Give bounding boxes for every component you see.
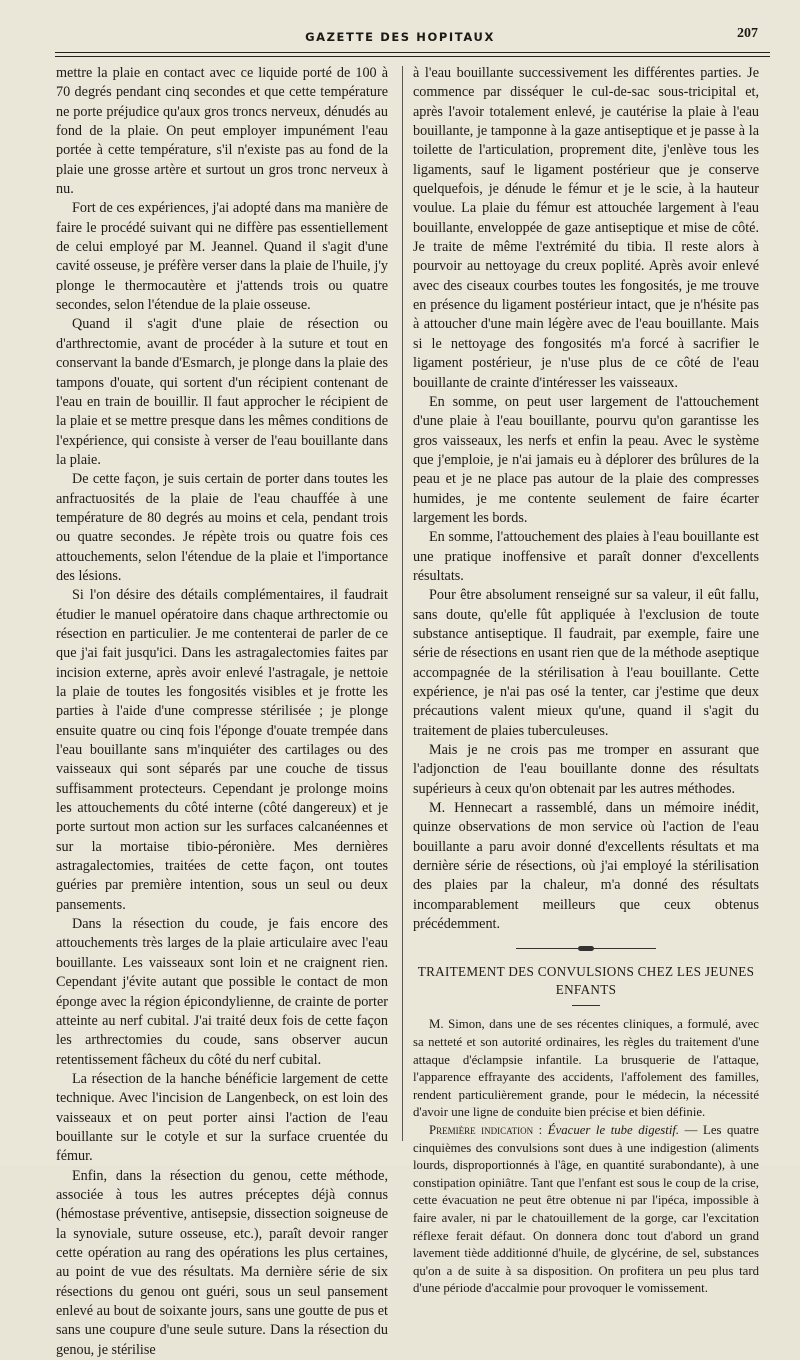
paragraph: Mais je ne crois pas me tromper en assurant que l'adjonction de l'eau bouillante donne des résultats supérieurs à ceux qu'on obtenait par les autres méthodes. xyxy=(413,742,759,797)
paragraph: Quand il s'agit d'une plaie de résection ou d'arthrectomie, avant de procéder à la suture et tout en conservant la bande d'Esmarch, je plonge dans la plaie des tampons d'ouate, qui sortent d'un récipient contenant de l'eau en train de bouillir. Il faut approcher le récipient de la plaie et se mettre presque dans les mêmes conditions de l'expérience, qui consiste à verser de l'eau bouillante dans la plaie. xyxy=(56,316,388,468)
paragraph: mettre la plaie en contact avec ce liquide porté de 100 à 70 degrés pendant cinq secondes et que cette température ne porte préjudice qu'aux gros troncs nerveux, dénudés au fond de la plaie. On peut employer impunément l'eau portée à cette température, s'il n'existe pas au fond de la plaie une grosse artère et surtout un gros tronc nerveux à nu. xyxy=(56,65,388,198)
indication-paragraph xyxy=(413,1122,759,1298)
section-intro: M. Simon, dans une de ses récentes cliniques, a formulé, avec sa netteté et son autorité ordinaires, les règles du traitement d'une attaque d'éclampsie infantile. La brusquerie de l'attaque, l'apparence effrayante des accidents, l'affolement des familles, rendent particulièrement grande, pour le médecin, la nécessité d'avoir une ligne de conduite bien précise et bien définie. xyxy=(413,1017,759,1120)
header-rule-thick xyxy=(55,52,770,53)
indication-label: Première indication : xyxy=(429,1123,543,1138)
indication-text: — Les quatre cinquièmes des convulsions sont dues à une indigestion (aliments lourds, disproportionnés à l'âge, en quantité surabondante), à une constipation opiniâtre. Tant que l'enfant est sous le coup de la crise, cette évacuation ne peut être obtenue ni par l'ipéca, impossible à faire avaler, ni par le chatouillement de la gorge, car l'excitation réflexe ferait défaut. On donnera donc tout d'abord un grand lavement tiède additionné d'huile, de glycérine, de sel, substances qu'on a de suite à sa disposition. On profitera un peu plus tard d'une période d'accalmie pour provoquer le vomissement. xyxy=(413,1123,759,1296)
section-title: TRAITEMENT DES CONVULSIONS CHEZ LES JEUNES ENFANTS xyxy=(417,964,755,998)
paragraph: Enfin, dans la résection du genou, cette méthode, associée à tous les autres préceptes déjà connus (hémostase préventive, antisepsie, dissection soigneuse de la synoviale, suture osseuse, etc.), paraît devoir ranger cette opération au rang des opérations les plus certaines, au point de vue des résultats. Ma dernière série de six résections du genou ont guéri, sous un seul pansement enlevé au bout de soixante jours, sans une goutte de pus et sans une coupure d'une seule suture. Dans la résection du genou, je stérilise xyxy=(56,1167,388,1358)
paragraph: M. Hennecart a rassemblé, dans un mémoire inédit, quinze observations de mon service où l'action de l'eau bouillante a paru avoir donné d'excellents résultats et ma dernière série de résections, où j'ai employé la stérilisation des plaies par la chaleur, m'a donné des résultats incomparablement meilleurs que ceux obtenus précédemment. xyxy=(413,800,759,933)
column-divider xyxy=(402,66,403,1141)
paragraph: Fort de ces expériences, j'ai adopté dans ma manière de faire le procédé suivant qui ne diffère pas essentiellement de celui employé par M. Jeannel. Quand il s'agit d'une cavité osseuse, je préfère verser dans la plaie de l'huile, j'y plonge le thermocautère et j'attends trois ou quatre secondes, selon l'étendue de la plaie osseuse. xyxy=(56,200,388,314)
paragraph: La résection de la hanche bénéficie largement de cette technique. Avec l'incision de Langenbeck, on est loin des vaisseaux et on peut porter ainsi l'action de l'eau bouillante sur le cotyle et sur la surface cruentée du fémur. xyxy=(56,1070,388,1165)
left-column xyxy=(56,64,388,1360)
running-head: GAZETTE DES HOPITAUX xyxy=(305,30,495,44)
header-rule-thin xyxy=(55,56,770,57)
paragraph: à l'eau bouillante successivement les différentes parties. Je commence par disséquer le cul-de-sac sous-tricipital et, après l'avoir totalement enlevé, je cautérise la plaie à l'eau bouillante, je tamponne à la gaze antiseptique et je passe à la toilette de l'articulation, proprement dite, j'enlève tous les ligaments, sauf le ligament postérieur que je conserve quelquefois, je dénude le fémur et je le scie, à la hauteur voulue. La plaie du fémur est attouchée largement à l'eau bouillante, enveloppée de gaze antiseptique et mise de côté. Je traite de même l'extrémité du tibia. Il reste alors à pourvoir au nettoyage du creux poplité. Après avoir enlevé avec des ciseaux courbes toutes les fongosités, je me trouve en présence du ligament postérieur intact, que je n'hésite pas à attoucher d'une main légère avec de l'eau bouillante. Mais si le nettoyage des fongosités m'a forcé à sacrifier le ligament postérieur, je n'use plus de ce côté de l'eau bouillante de crainte d'intéresser les vaisseaux. xyxy=(413,65,759,391)
paragraph: De cette façon, je suis certain de porter dans toutes les anfractuosités de la plaie de l'eau chauffée à une température de 80 degrés au moins et cela, pendant trois ou quatre secondes. Je répète trois ou quatre fois ces attouchements, selon l'étendue de la plaie et l'importance des lésions. xyxy=(56,471,388,584)
title-rule xyxy=(572,1005,600,1006)
paragraph: En somme, l'attouchement des plaies à l'eau bouillante est une pratique inoffensive et paraît donner d'excellents résultats. xyxy=(413,529,759,584)
page-number: 207 xyxy=(737,26,758,41)
paragraph: Si l'on désire des détails complémentaires, il faudrait étudier le manuel opératoire dans chaque arthrectomie ou résection en particulier. Je me contenterai de parler de ce que j'ai fait jusqu'ici. Dans les astragalectomies faites par incision externe, après avoir enlevé l'astragale, je nettoie la plaie de toutes les fongosités visibles et je frotte les parties à l'aide d'une compresse stérilisée ; je plonge ensuite quatre ou cinq fois l'éponge d'ouate trempée dans l'eau bouillante sans m'inquiéter des cartilages ou des vaisseaux qui sont séparés par une couche de tissus suffisamment protecteurs. Cependant je prolonge moins les attouchements du côté interne (côté dangereux) et je porte surtout mon action sur les surfaces calcanéennes et sur la mortaise tibio-péronière. Mes dernières astragalectomies, traitées de cette façon, ont toutes guéries par première intention, sous un seul ou deux pansements. xyxy=(56,587,388,913)
paragraph: Dans la résection du coude, je fais encore des attouchements très larges de la plaie articulaire avec l'eau bouillante. Les vaisseaux sont loin et ne craignent rien. Cependant j'évite autant que possible le contact de mon éponge avec la région épicondylienne, de crainte de porter atteinte au nerf cubital. J'ai traité deux fois de cette façon les arthrectomies du coude, sans observer aucun retentissement fâcheux du côté du nerf cubital. xyxy=(56,916,388,1068)
paragraph: Pour être absolument renseigné sur sa valeur, il eût fallu, sans doute, qu'elle fût appliquée à l'exclusion de toute substance antiseptique. Il faudrait, par exemple, faire une série de résections en usant rien que de la méthode aseptique accompagnée de la stérilisation à l'eau bouillante. Cette expérience, je n'ai pas osé la tenter, car j'estime que deux précautions valent mieux qu'une, quand il s'agit du traitement de plaies tuberculeuses. xyxy=(413,587,759,739)
indication-heading: Évacuer le tube digestif. xyxy=(547,1123,680,1138)
right-column xyxy=(413,64,759,1298)
section-separator xyxy=(516,948,656,949)
paragraph: En somme, on peut user largement de l'attouchement d'une plaie à l'eau bouillante, pourvu qu'on garantisse les gros vaisseaux, les nerfs et enfin la peau. Avec le système que j'emploie, je n'ai jamais eu à déplorer des brûlures de la peau et je ne place pas autour de la plaie des compresses humides, je me contente seulement de faire écarter largement les bords. xyxy=(413,393,759,526)
